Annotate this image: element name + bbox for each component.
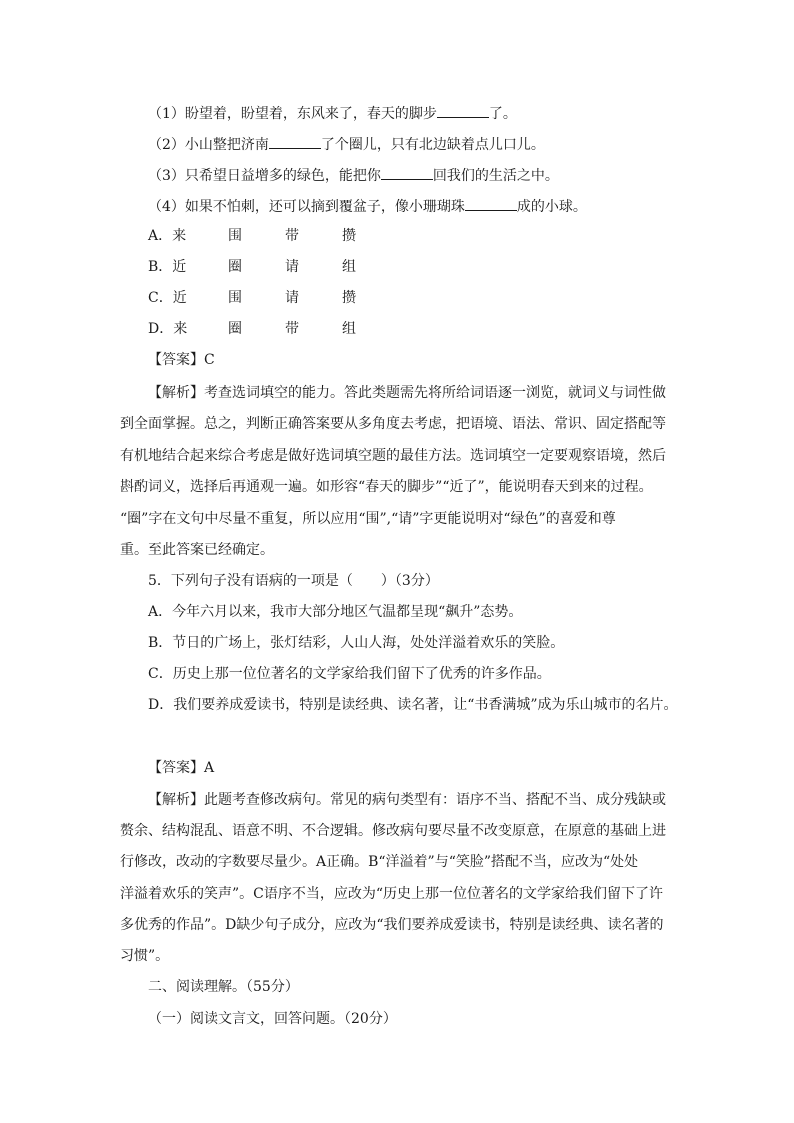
q4-option-c — [148, 288, 356, 308]
q4-item-1 — [148, 102, 517, 122]
q4-item-2-text: （2）小山整把济南 — [148, 137, 269, 153]
q4-analysis-line: 斟酌词义，选择后再通观一遍。如形容“春天的脚步”“近了”，能说明春天到来的过程。 — [120, 479, 653, 495]
q4-analysis-line: 有机地结合起来综合考虑是做好选词填空题的最佳方法。选词填空一定要观察语境，然后 — [120, 448, 666, 464]
q4-analysis-line: 重。至此答案已经确定。 — [120, 542, 274, 558]
option-word: 带 — [285, 228, 299, 244]
q4-item-1-text: （1）盼望着，盼望着，东风来了，春天的脚步 — [148, 106, 437, 122]
q4-item-2-tail: 了个圈儿，只有北边缺着点儿口儿。 — [320, 137, 545, 153]
section-subheading: （一）阅读文言文，回答问题。（20分） — [148, 1011, 397, 1027]
blank-line — [465, 195, 517, 211]
option-word: 攒 — [342, 228, 356, 244]
q5-analysis-line: 赘余、结构混乱、语意不明、不合逻辑。修改病句要尽量不改变原意，在原意的基础上进 — [120, 823, 666, 839]
q4-item-3 — [148, 164, 559, 184]
q4-item-3-text: （3）只希望日益增多的绿色，能把你 — [148, 168, 381, 184]
q5-option-c: C．历史上那一位位著名的文学家给我们留下了优秀的许多作品。 — [148, 666, 551, 682]
option-word: 圈 — [228, 259, 242, 275]
option-label: D．来 — [148, 321, 188, 337]
q4-item-4-text: （4）如果不怕刺，还可以摘到覆盆子，像小珊瑚珠 — [148, 199, 465, 215]
q5-analysis-line: 习惯”。 — [120, 948, 170, 964]
q4-option-b — [148, 257, 356, 277]
option-word: 组 — [342, 321, 356, 337]
q4-item-2 — [148, 133, 545, 153]
q4-analysis-line: 到全面掌握。总之，判断正确答案要从多角度去考虑，把语境、语法、常识、固定搭配等 — [120, 416, 666, 432]
q5-option-a: A．今年六月以来，我市大部分地区气温都呈现“飙升”态势。 — [148, 604, 523, 620]
option-word: 攒 — [342, 290, 356, 306]
q4-item-1-tail: 了。 — [488, 106, 517, 122]
option-word: 请 — [285, 290, 299, 306]
q5-analysis-line: 行修改，改动的字数要尽量少。A正确。B“洋溢着”与“笑脸”搭配不当，应改为“处处 — [120, 854, 639, 870]
q5-analysis-line: 洋溢着欢乐的笑声”。C语序不当，应改为“历史上那一位位著名的文学家给我们留下了许 — [120, 886, 664, 902]
q4-item-4-tail: 成的小球。 — [516, 199, 587, 215]
q4-answer: 【答案】C — [148, 352, 215, 368]
section-heading: 二、阅读理解。（55分） — [148, 979, 299, 995]
option-word: 围 — [228, 290, 242, 306]
option-label: C．近 — [148, 290, 187, 306]
q4-option-a — [148, 226, 356, 246]
option-word: 围 — [228, 228, 242, 244]
option-label: A．来 — [148, 228, 187, 244]
option-label: B．近 — [148, 259, 187, 275]
q4-item-4 — [148, 195, 587, 215]
q5-analysis-line: 多优秀的作品”。D缺少句子成分，应改为“我们要养成爱读书，特别是读经典、读名著的 — [120, 917, 664, 933]
q5-option-b: B．节日的广场上，张灯结彩，人山人海，处处洋溢着欢乐的笑脸。 — [148, 635, 565, 651]
blank-line — [437, 102, 489, 118]
q4-option-d — [148, 319, 356, 339]
q5-stem: 5．下列句子没有语病的一项是（ ）（3分） — [148, 573, 439, 589]
q4-item-3-tail: 回我们的生活之中。 — [432, 168, 559, 184]
q5-analysis-line: 【解析】此题考查修改病句。常见的病句类型有：语序不当、搭配不当、成分残缺或 — [148, 792, 666, 808]
option-word: 组 — [342, 259, 356, 275]
q5-answer: 【答案】A — [148, 760, 215, 776]
q5-option-d: D．我们要养成爱读书，特别是读经典、读名著，让“书香满城”成为乐山城市的名片。 — [148, 697, 678, 713]
blank-line — [381, 164, 433, 180]
option-word: 圈 — [228, 321, 242, 337]
q4-analysis-line: “圈”字在文句中尽量不重复，所以应用“围”,“请”字更能说明对“绿色”的喜爱和尊 — [120, 511, 616, 527]
blank-line — [269, 133, 321, 149]
option-word: 带 — [285, 321, 299, 337]
option-word: 请 — [285, 259, 299, 275]
q4-analysis-line: 【解析】考查选词填空的能力。答此类题需先将所给词语逐一浏览，就词义与词性做 — [148, 385, 666, 401]
